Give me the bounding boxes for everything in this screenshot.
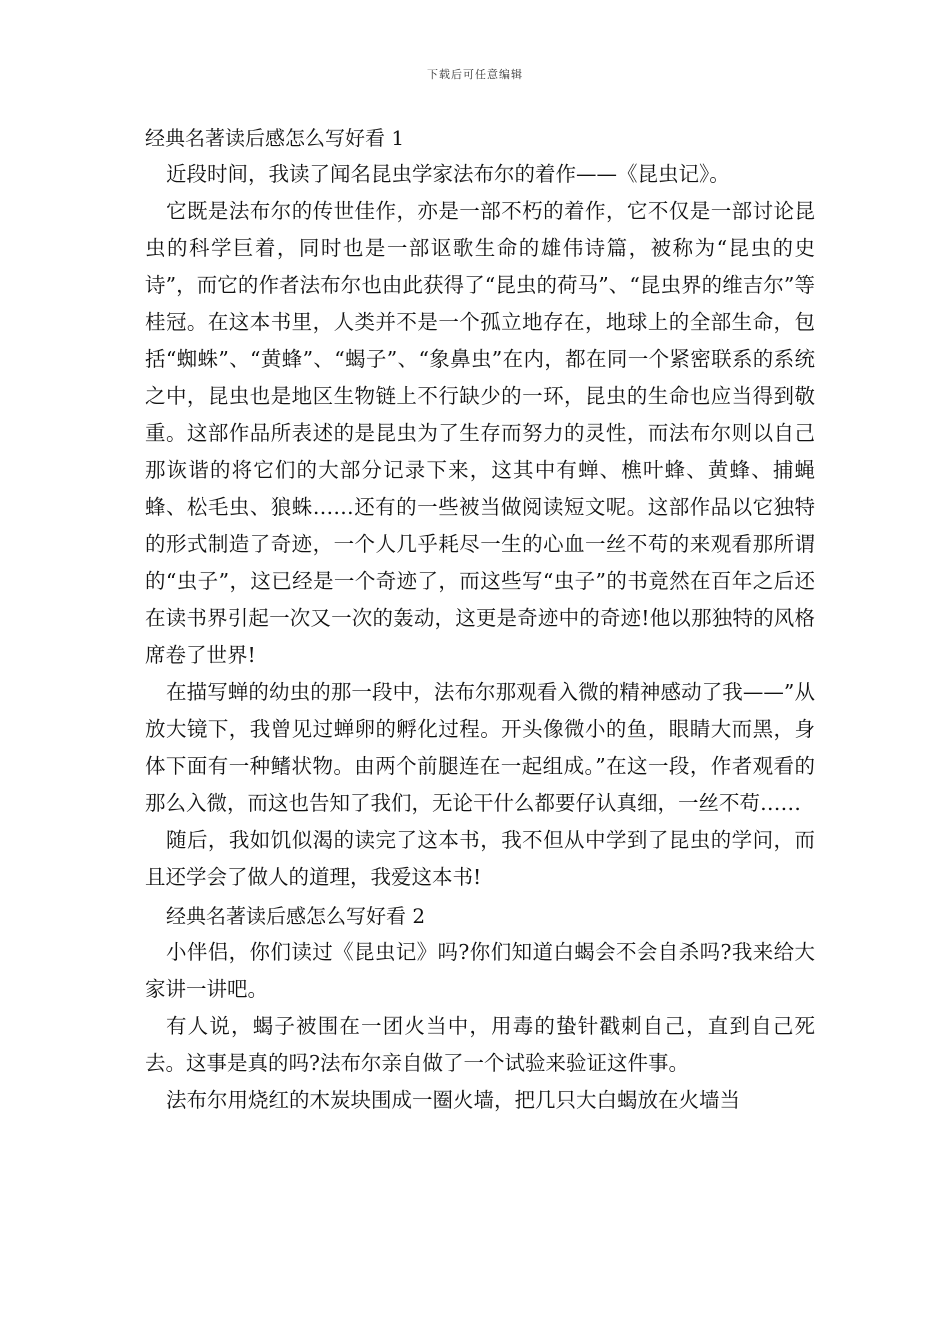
section-title-2: 经典名著读后感怎么写好看 2: [166, 904, 426, 928]
paragraph: 它既是法布尔的传世佳作，亦是一部不朽的着作，它不仅是一部讨论昆虫的科学巨着，同时也是一部讴歌生命的雄伟诗篇，被称为“昆虫的史诗”，而它的作者法布尔也由此获得了“昆虫的荷马”、“昆虫界的维吉尔”等桂冠。在这本书里，人类并不是一个孤立地存在，地球上的全部生命，包括“蜘蛛”、“黄蜂”、“蝎子”、“象鼻虫”在内，都在同一个紧密联系的系统之中，昆虫也是地区生物链上不行缺少的一环，昆虫的生命也应当得到敬重。这部作品所表述的是昆虫为了生存而努力的灵性，而法布尔则以自己那诙谐的将它们的大部分记录下来，这其中有蝉、樵叶蜂、黄蜂、捕蝇蜂、松毛虫、狼蛛……还有的一些被当做阅读短文呢。这部作品以它独特的形式制造了奇迹，一个人几乎耗尽一生的心血一丝不苟的来观看那所谓的“虫子”，这已经是一个奇迹了，而这些写“虫子”的书竟然在百年之后还在读书界引起一次又一次的轰动，这更是奇迹中的奇迹!他以那独特的风格席卷了世界!: [145, 199, 815, 667]
document-body: [145, 120, 815, 1119]
paragraph: 小伴侣，你们读过《昆虫记》吗?你们知道白蝎会不会自杀吗?我来给大家讲一讲吧。: [145, 940, 815, 1001]
paragraph: 近段时间，我读了闻名昆虫学家法布尔的着作——《昆虫记》。: [166, 162, 730, 186]
paragraph: 有人说，蝎子被围在一团火当中，用毒的蛰针戳刺自己，直到自己死去。这事是真的吗?法布尔亲自做了一个试验来验证这件事。: [145, 1014, 815, 1075]
header-note: 下载后可任意编辑: [427, 68, 523, 81]
paragraph: 法布尔用烧红的木炭块围成一圈火墙，把几只大白蝎放在火墙当: [166, 1088, 740, 1112]
paragraph: 在描写蝉的幼虫的那一段中，法布尔那观看入微的精神感动了我——”从放大镜下，我曾见过蝉卵的孵化过程。开头像微小的鱼，眼睛大而黑，身体下面有一种鳍状物。由两个前腿连在一起组成。”在这一段，作者观看的那么入微，而这也告知了我们，无论干什么都要仔认真细，一丝不苟……: [145, 680, 815, 815]
section-title-1: 经典名著读后感怎么写好看 1: [145, 126, 405, 150]
paragraph: 随后，我如饥似渴的读完了这本书，我不但从中学到了昆虫的学问，而且还学会了做人的道理，我爱这本书!: [145, 828, 815, 889]
